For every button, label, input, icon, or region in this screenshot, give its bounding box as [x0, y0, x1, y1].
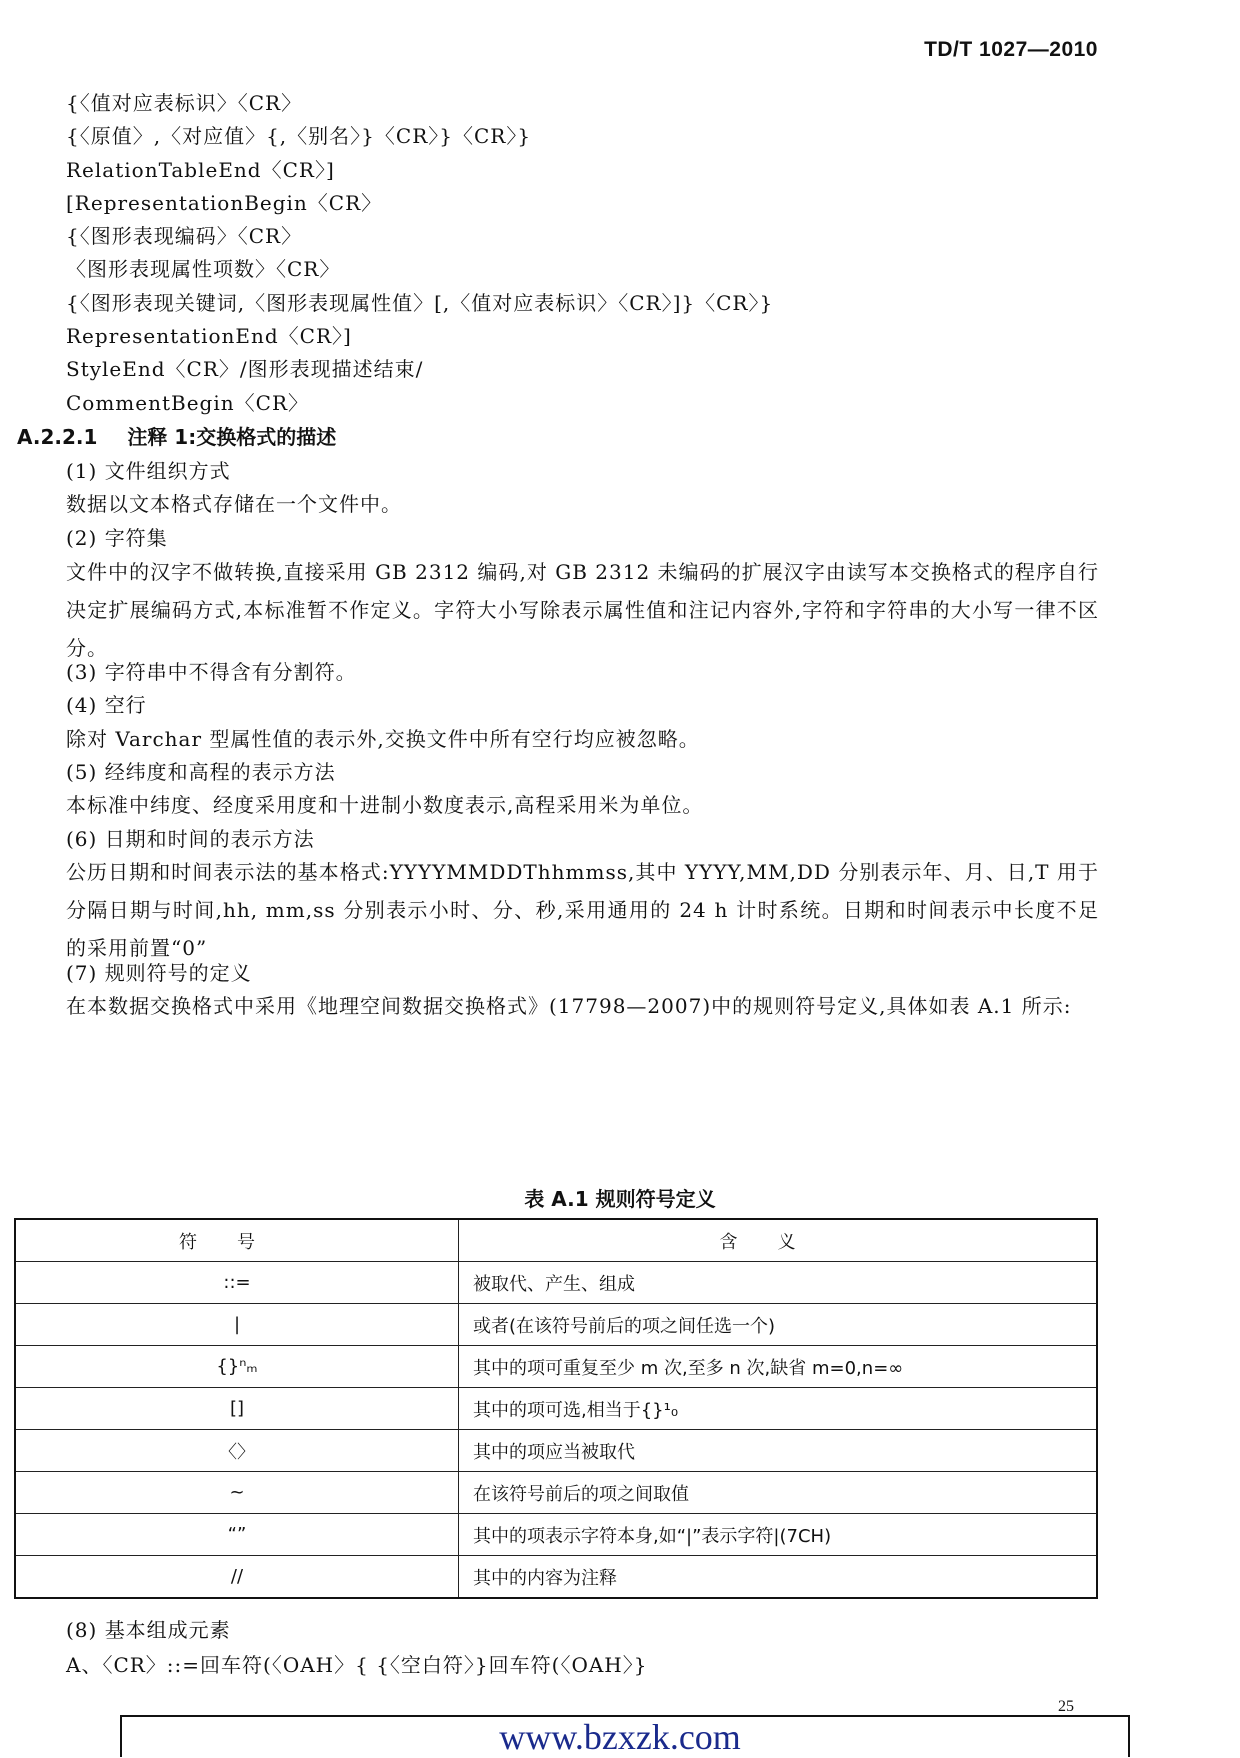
paragraph-text: 在本数据交换格式中采用《地理空间数据交换格式》(17798—2007)中的规则符号定义,具体如表 A.1 所示:: [66, 994, 1072, 1018]
table-row: [15, 1304, 1097, 1346]
item-title: (5) 经纬度和高程的表示方法: [66, 760, 336, 784]
item-body: 数据以文本格式存储在一个文件中。: [66, 492, 402, 516]
table-header-cell: 符号: [15, 1219, 459, 1262]
table-row: [15, 1262, 1097, 1304]
code-line: RepresentationEnd〈CR〉]: [66, 324, 352, 348]
code-line: [RepresentationBegin〈CR〉: [66, 191, 383, 215]
item-body-paragraph: [17, 853, 1099, 967]
table-row: [15, 1430, 1097, 1472]
table-row: [15, 1346, 1097, 1388]
table-row: [15, 1556, 1097, 1599]
meaning-cell: 其中的项可重复至少 m 次,至多 n 次,缺省 m=0,n=∞: [459, 1346, 1098, 1388]
symbol-cell: []: [15, 1388, 459, 1430]
symbol-cell: {}ⁿₘ: [15, 1346, 459, 1388]
page-number: 25: [1058, 1698, 1074, 1715]
symbol-cell: 〈〉: [15, 1430, 459, 1472]
code-line: {〈值对应表标识〉〈CR〉: [66, 91, 303, 115]
item-title: (6) 日期和时间的表示方法: [66, 827, 315, 851]
item-title: (8) 基本组成元素: [66, 1618, 231, 1642]
item-body-paragraph: [17, 553, 1099, 667]
item-title: (1) 文件组织方式: [66, 459, 231, 483]
meaning-cell: 其中的项表示字符本身,如“|”表示字符|(7CH): [459, 1514, 1098, 1556]
document-code: TD/T 1027—2010: [924, 38, 1098, 61]
symbol-cell: ~: [15, 1472, 459, 1514]
meaning-cell: 在该符号前后的项之间取值: [459, 1472, 1098, 1514]
meaning-cell: 其中的内容为注释: [459, 1556, 1098, 1599]
symbol-cell: //: [15, 1556, 459, 1599]
table-row: [15, 1514, 1097, 1556]
item-title: (7) 规则符号的定义: [66, 961, 252, 985]
meaning-cell: 被取代、产生、组成: [459, 1262, 1098, 1304]
code-line: StyleEnd〈CR〉/图形表现描述结束/: [66, 357, 424, 381]
table-row: [15, 1388, 1097, 1430]
code-line: CommentBegin〈CR〉: [66, 391, 310, 415]
symbol-cell: “”: [15, 1514, 459, 1556]
section-heading: [17, 423, 336, 451]
item-title: (3) 字符串中不得含有分割符。: [66, 660, 357, 684]
table-caption: 表 A.1 规则符号定义: [524, 1187, 716, 1211]
section-title: 注释 1:交换格式的描述: [127, 425, 337, 449]
item-body: 本标准中纬度、经度采用度和十进制小数度表示,高程采用米为单位。: [66, 793, 704, 817]
meaning-cell: 或者(在该符号前后的项之间任选一个): [459, 1304, 1098, 1346]
meaning-cell: 其中的项可选,相当于{}¹₀: [459, 1388, 1098, 1430]
code-line: RelationTableEnd〈CR〉]: [66, 158, 335, 182]
table-header-row: [15, 1219, 1097, 1262]
code-line: {〈原值〉,〈对应值〉{,〈别名〉}〈CR〉}〈CR〉}: [66, 124, 532, 148]
footer-url-link[interactable]: www.bzxzk.com: [499, 1717, 741, 1757]
item-title: (2) 字符集: [66, 526, 168, 550]
code-line: 〈图形表现属性项数〉〈CR〉: [66, 257, 341, 281]
item-body: 除对 Varchar 型属性值的表示外,交换文件中所有空行均应被忽略。: [66, 727, 700, 751]
symbol-cell: |: [15, 1304, 459, 1346]
paragraph-text: 公历日期和时间表示法的基本格式:YYYYMMDDThhmmss,其中 YYYY,MM,DD 分别表示年、月、日,T 用于分隔日期与时间,hh, mm,ss 分别表示小时、分、秒,采用通用的 24 h 计时系统。日期和时间表示中长度不足的采用前置“0”: [66, 860, 1099, 960]
code-line: {〈图形表现关键词,〈图形表现属性值〉[,〈值对应表标识〉〈CR〉]}〈CR〉}: [66, 291, 774, 315]
table-row: [15, 1472, 1097, 1514]
paragraph-text: 文件中的汉字不做转换,直接采用 GB 2312 编码,对 GB 2312 未编码的扩展汉字由读写本交换格式的程序自行决定扩展编码方式,本标准暂不作定义。字符大小写除表示属性值和注记内容外,字符和字符串的大小写一律不区分。: [66, 560, 1099, 660]
section-number: A.2.2.1: [17, 425, 98, 449]
item-title: (4) 空行: [66, 693, 147, 717]
table-header-cell: 含义: [459, 1219, 1098, 1262]
item-body: A、〈CR〉::=回车符(〈OAH〉{ {〈空白符〉}回车符(〈OAH〉}: [66, 1653, 648, 1677]
item-body-paragraph: [17, 987, 1099, 1025]
rule-symbol-table: [14, 1218, 1098, 1599]
code-line: {〈图形表现编码〉〈CR〉: [66, 224, 303, 248]
meaning-cell: 其中的项应当被取代: [459, 1430, 1098, 1472]
symbol-cell: ::=: [15, 1262, 459, 1304]
